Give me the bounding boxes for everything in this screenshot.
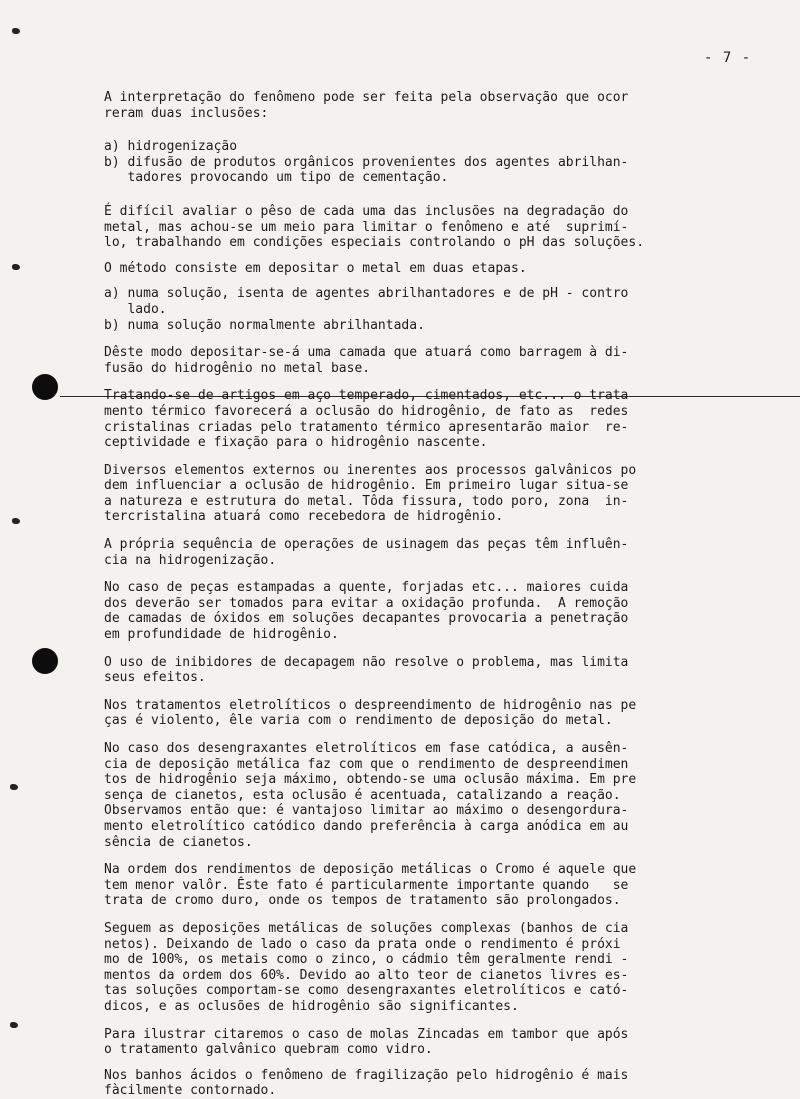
scan-speck (12, 28, 20, 34)
scan-speck (12, 518, 20, 524)
paragraph-acid-baths: Nos banhos ácidos o fenômeno de fragilização pelo hidrogênio é mais fàcilmente contornado. (104, 1067, 629, 1099)
punch-hole-top (32, 374, 58, 400)
list-steps: a) numa solução, isenta de agentes abrilhantadores e de pH - contro lado. b) numa solução normalmente abrilhantada. (104, 286, 629, 333)
paragraph-machining: A própria sequência de operações de usinagem das peças têm influên- cia na hidrogenização. (104, 537, 629, 568)
punch-hole-bottom (32, 648, 58, 674)
paragraph-springs: Para ilustrar citaremos o caso de molas Zincadas em tambor que após o tratamento galvânico quebram como vidro. (104, 1026, 629, 1058)
paragraph-complex-solutions: Seguem as deposições metálicas de soluções complexas (banhos de cia netos). Deixando de lado o caso da prata onde o rendimento é próxi mo de 100%, os metais como o zinco, o cádmio têm geralmente rendi - mentos da ordem dos 60%. Devido ao alto teor de cianetos livres es- tas soluções comportam-se como desengraxantes eletrolíticos e cató- dicos, e as oclusões de hidrogênio são significantes. (104, 920, 629, 1014)
paragraph-external-factors: Diversos elementos externos ou inerentes aos processos galvânicos po dem influenciar a oclusão de hidrogênio. Em primeiro lugar situa-se a natureza e estrutura do metal. Tôda fissura, todo poro, zona in- tercristalina atuará como recebedora de hidrogênio. (104, 462, 637, 525)
scan-speck (10, 1022, 18, 1028)
paragraph-electrolytic: Nos tratamentos eletrolíticos o despreendimento de hidrogênio nas pe ças é violento, êle varia com o rendimento de deposição do metal. (104, 697, 637, 729)
scan-speck (12, 264, 20, 270)
paragraph-inhibitors: O uso de inibidores de decapagem não resolve o problema, mas limita seus efeitos. (104, 654, 629, 686)
scan-speck (10, 784, 18, 790)
paragraph-method: O método consiste em depositar o metal em duas etapas. (104, 260, 527, 276)
paragraph-chrome: Na ordem dos rendimentos de deposição metálicas o Cromo é aquele que tem menor valôr. Êste fato é particularmente importante quando se trata de cromo duro, onde os tempos de tratamento são prolongados. (104, 862, 637, 909)
list-inclusions: a) hidrogenização b) difusão de produtos orgânicos provenientes dos agentes abrilhan- tadores provocando um tipo de cementação. (104, 139, 629, 186)
paragraph-forged-parts: No caso de peças estampadas a quente, forjadas etc... maiores cuida dos deverão ser tomados para evitar a oxidação profunda. A remoção de camadas de óxidos em soluções decapantes provocaria a penetração em profundidade de hidrogênio. (104, 580, 629, 643)
paragraph-degreasers: No caso dos desengraxantes eletrolíticos em fase catódica, a ausên- cia de deposição metálica faz com que o rendimento de despreendimen tos de hidrogênio seja máximo, obtendo-se uma oclusão máxima. Em pre sença de cianetos, esta oclusão é acentuada, catalizando a reação. Observamos então que: é vantajoso limitar ao máximo o desengordura- mento eletrolítico catódico dando preferência à carga anódica em au sência de cianetos. (104, 741, 637, 850)
paragraph-intro: A interpretação do fenômeno pode ser feita pela observação que ocor reram duas inclusões: (104, 90, 629, 121)
page-number: - 7 - (704, 50, 752, 66)
paragraph-difficulty: É difícil avaliar o pêso de cada uma das inclusões na degradação do metal, mas achou-se um meio para limitar o fenômeno e até suprimí- lo, trabalhando em condições especiais controlando o pH das soluções. (104, 203, 645, 251)
paragraph-tempered-steel: Tratando-se de artigos em aço temperado, cimentados, etc... o trata mento térmico favorecerá a oclusão do hidrogênio, de fato as redes cristalinas criadas pelo tratamento térmico apresentarão maior re- ceptividade e fixação para o hidrogênio nascente. (104, 388, 629, 451)
document-body (104, 90, 764, 1099)
paragraph-barrier: Dêste modo depositar-se-á uma camada que atuará como barragem à di- fusão do hidrogênio no metal base. (104, 345, 629, 376)
